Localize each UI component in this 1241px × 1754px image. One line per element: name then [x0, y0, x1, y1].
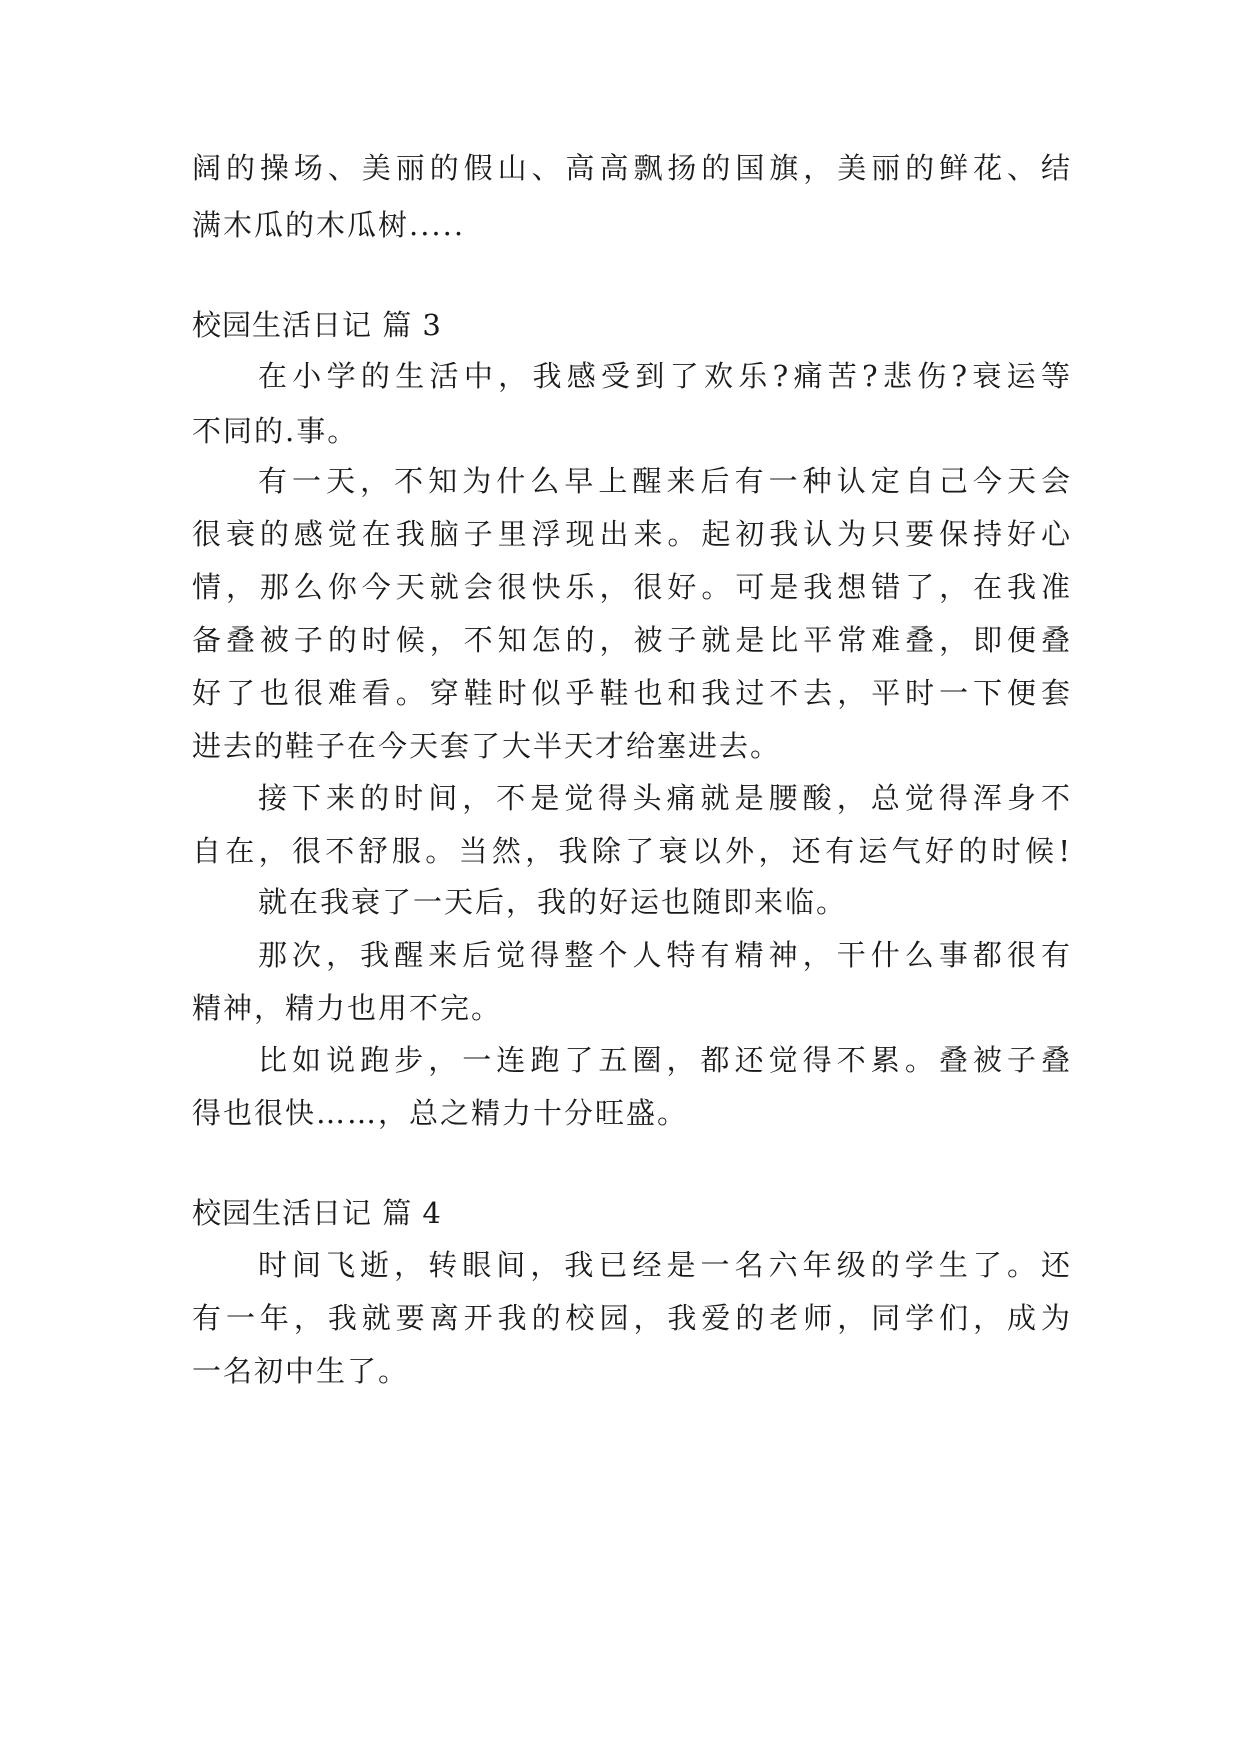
paragraph-line: 很衰的感觉在我脑子里浮现出来。起初我认为只要保持好心 [192, 517, 1072, 551]
paragraph-line: 进去的鞋子在今天套了大半天才给塞进去。 [192, 729, 782, 763]
paragraph-line: 比如说跑步，一连跑了五圈，都还觉得不累。叠被子叠 [258, 1043, 1072, 1077]
paragraph-line: 备叠被子的时候，不知怎的，被子就是比平常难叠，即便叠 [192, 623, 1072, 657]
section-heading: 校园生活日记 篇 4 [192, 1196, 442, 1230]
paragraph-line: 阔的操场、美丽的假山、高高飘扬的国旗，美丽的鲜花、结 [192, 151, 1072, 185]
paragraph-line: 得也很快……，总之精力十分旺盛。 [192, 1096, 689, 1130]
paragraph-line: 好了也很难看。穿鞋时似乎鞋也和我过不去，平时一下便套 [192, 676, 1072, 710]
paragraph-line: 情，那么你今天就会很快乐，很好。可是我想错了，在我准 [192, 570, 1072, 604]
paragraph-line: 时间飞逝，转眼间，我已经是一名六年级的学生了。还 [258, 1248, 1072, 1282]
paragraph-line: 那次，我醒来后觉得整个人特有精神，干什么事都很有 [258, 938, 1072, 972]
paragraph-line: 有一年，我就要离开我的校园，我爱的老师，同学们，成为 [192, 1301, 1072, 1335]
paragraph-line: 在小学的生活中，我感受到了欢乐?痛苦?悲伤?衰运等 [258, 359, 1072, 393]
paragraph-line: 自在，很不舒服。当然，我除了衰以外，还有运气好的时候! [192, 834, 1072, 868]
paragraph-line: 一名初中生了。 [192, 1354, 410, 1388]
paragraph-line: 满木瓜的木瓜树..... [192, 208, 466, 242]
paragraph-line: 接下来的时间，不是觉得头痛就是腰酸，总觉得浑身不 [258, 781, 1072, 815]
paragraph-line: 不同的.事。 [192, 414, 359, 448]
paragraph-line: 就在我衰了一天后，我的好运也随即来临。 [258, 885, 848, 919]
section-heading: 校园生活日记 篇 3 [192, 308, 442, 342]
paragraph-line: 精神，精力也用不完。 [192, 991, 503, 1025]
paragraph-line: 有一天，不知为什么早上醒来后有一种认定自己今天会 [258, 464, 1072, 498]
